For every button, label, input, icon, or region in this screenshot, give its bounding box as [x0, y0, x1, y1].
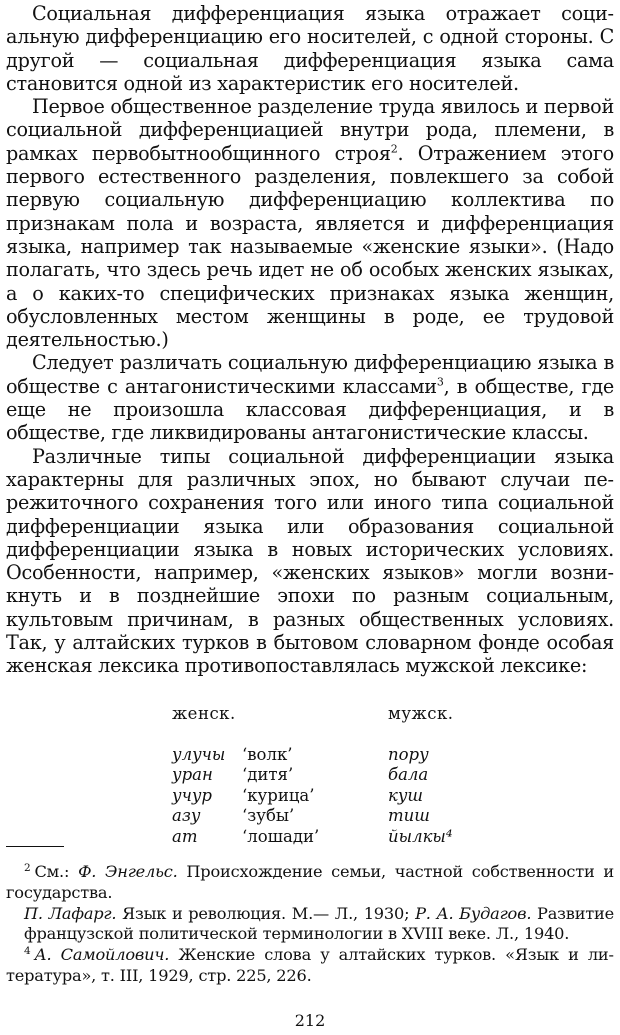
- fn2-text-3: Развитие французской политической терминологии в XVIII веке. Л., 1940.: [24, 903, 615, 944]
- gloss: ‘курица’: [242, 785, 315, 805]
- paragraph-3-part-1: Следует различать социальную дифференциацию языка в обществе с антагонистическими классами: [6, 351, 614, 398]
- footnote-2: [6, 862, 614, 904]
- footnote-mark-4: 4: [24, 944, 31, 957]
- female-word: учур: [172, 785, 212, 805]
- footnote-4: [6, 945, 614, 987]
- male-word: пору: [388, 744, 429, 764]
- lexicon-row: [172, 786, 472, 807]
- lexicon-header: [172, 704, 472, 725]
- paragraph-2-part-1: Первое общественное разделение труда явилось и первой социальной дифференциацией внутри рода, племени, в рамках первобытнообщинного строя: [6, 95, 614, 165]
- lexicon-row: [172, 765, 472, 786]
- female-word: улучы: [172, 744, 226, 764]
- fn2-author-3: Р. А. Будагов.: [415, 903, 532, 923]
- paragraph-4: Различные типы социальной дифференциации языка характерны для различных эпох, но бывают случаи пережиточного сохранения того или иного типа социальной дифференциации языка или образования социальной дифференциации языка в новых исторических условиях. Особенности, например, «женских языков» могли возникнуть и в позднейшие эпохи по разным социальным, культовым причинам, в разных общественных условиях. Так, у алтайских турков в бытовом словарном фонде особая женская лексика противопоставлялась мужской лексике:: [6, 444, 614, 678]
- gloss: ‘волк’: [242, 744, 293, 764]
- footnote-mark-2: 2: [24, 861, 31, 874]
- male-word: куш: [388, 785, 424, 805]
- footnote-ref-3: 3: [436, 375, 444, 389]
- fn2-text-2: Язык и революция. М.— Л., 1930;: [116, 903, 416, 923]
- fn4-author: А. Самойлович.: [34, 945, 170, 965]
- gloss: ‘зубы’: [242, 806, 295, 826]
- male-word: тиш: [388, 806, 430, 826]
- fn2-author-1: Ф. Энгельс.: [78, 862, 178, 881]
- paragraph-3: [6, 351, 614, 444]
- lexicon-table: [172, 704, 472, 848]
- header-male: мужск.: [388, 704, 454, 723]
- gloss: ‘дитя’: [242, 765, 294, 785]
- header-female: женск.: [172, 704, 236, 723]
- paragraph-3-part-2: , в обществе, где еще не произошла классовая дифференциация, и в обществе, где ликвидированы антагонистические классы.: [6, 374, 614, 445]
- main-text: [6, 2, 614, 678]
- fn2-prefix: См.:: [34, 862, 79, 881]
- lexicon-row: [172, 745, 472, 766]
- paragraph-1: Социальная дифференциация языка отражает социальную дифференциацию его носителей, с одной стороны. С другой — социальная дифференциация языка сама становится одной из характеристик его носителей.: [6, 2, 614, 95]
- male-word: йылкы⁴: [388, 826, 453, 846]
- fn4-text: Женские слова у алтайских турков. «Язык и литература», т. III, 1929, стр. 225, 226.: [6, 945, 615, 985]
- footnote-ref-2: 2: [390, 142, 398, 156]
- lexicon-row: [172, 827, 472, 848]
- gloss: ‘лошади’: [242, 826, 320, 846]
- footnotes: [6, 862, 614, 987]
- fn2-author-2: П. Лафарг.: [24, 903, 117, 923]
- paragraph-2-part-2: Отражением этого первого естественного разделения, повлекшего за собой первую социальную дифференциацию коллектива по признакам пола и возраста, является и дифференциация языка, например так называемые «женские языки». (Надо полагать, что здесь речь идет не об особых женских языках, а о каких-то специфических признаках языка женщин, обусловленных местом женщины в роде, ее трудовой деятельностью.): [6, 141, 614, 352]
- lexicon-row: [172, 806, 472, 827]
- page-number: 212: [294, 1011, 326, 1030]
- paragraph-2: Первое общественное разделение труда явилось и первой социальной дифференциацией внутри рода, племени, в рамках первобытнообщинного строя$^2$. Отражением этого первого естественного разделения, повлекшего за собой первую социальную дифференциацию коллектива по признакам пола и возраста, является и дифференциация языка, например так называемые «женские языки». (Надо полагать, что здесь речь идет не об особых женских языках, а о каких-то специфических признаках языка женщин, обусловленных местом женщины в роде, ее трудовой деятельностью.): [6, 95, 614, 352]
- footnote-divider: [6, 846, 64, 847]
- footnote-2-continued: [6, 904, 614, 946]
- female-word: уран: [172, 765, 213, 785]
- female-word: азу: [172, 806, 201, 826]
- fn2-text-1: Происхождение семьи, частной собственности и государства.: [6, 862, 615, 902]
- female-word: ат: [172, 826, 198, 846]
- male-word: бала: [388, 765, 429, 785]
